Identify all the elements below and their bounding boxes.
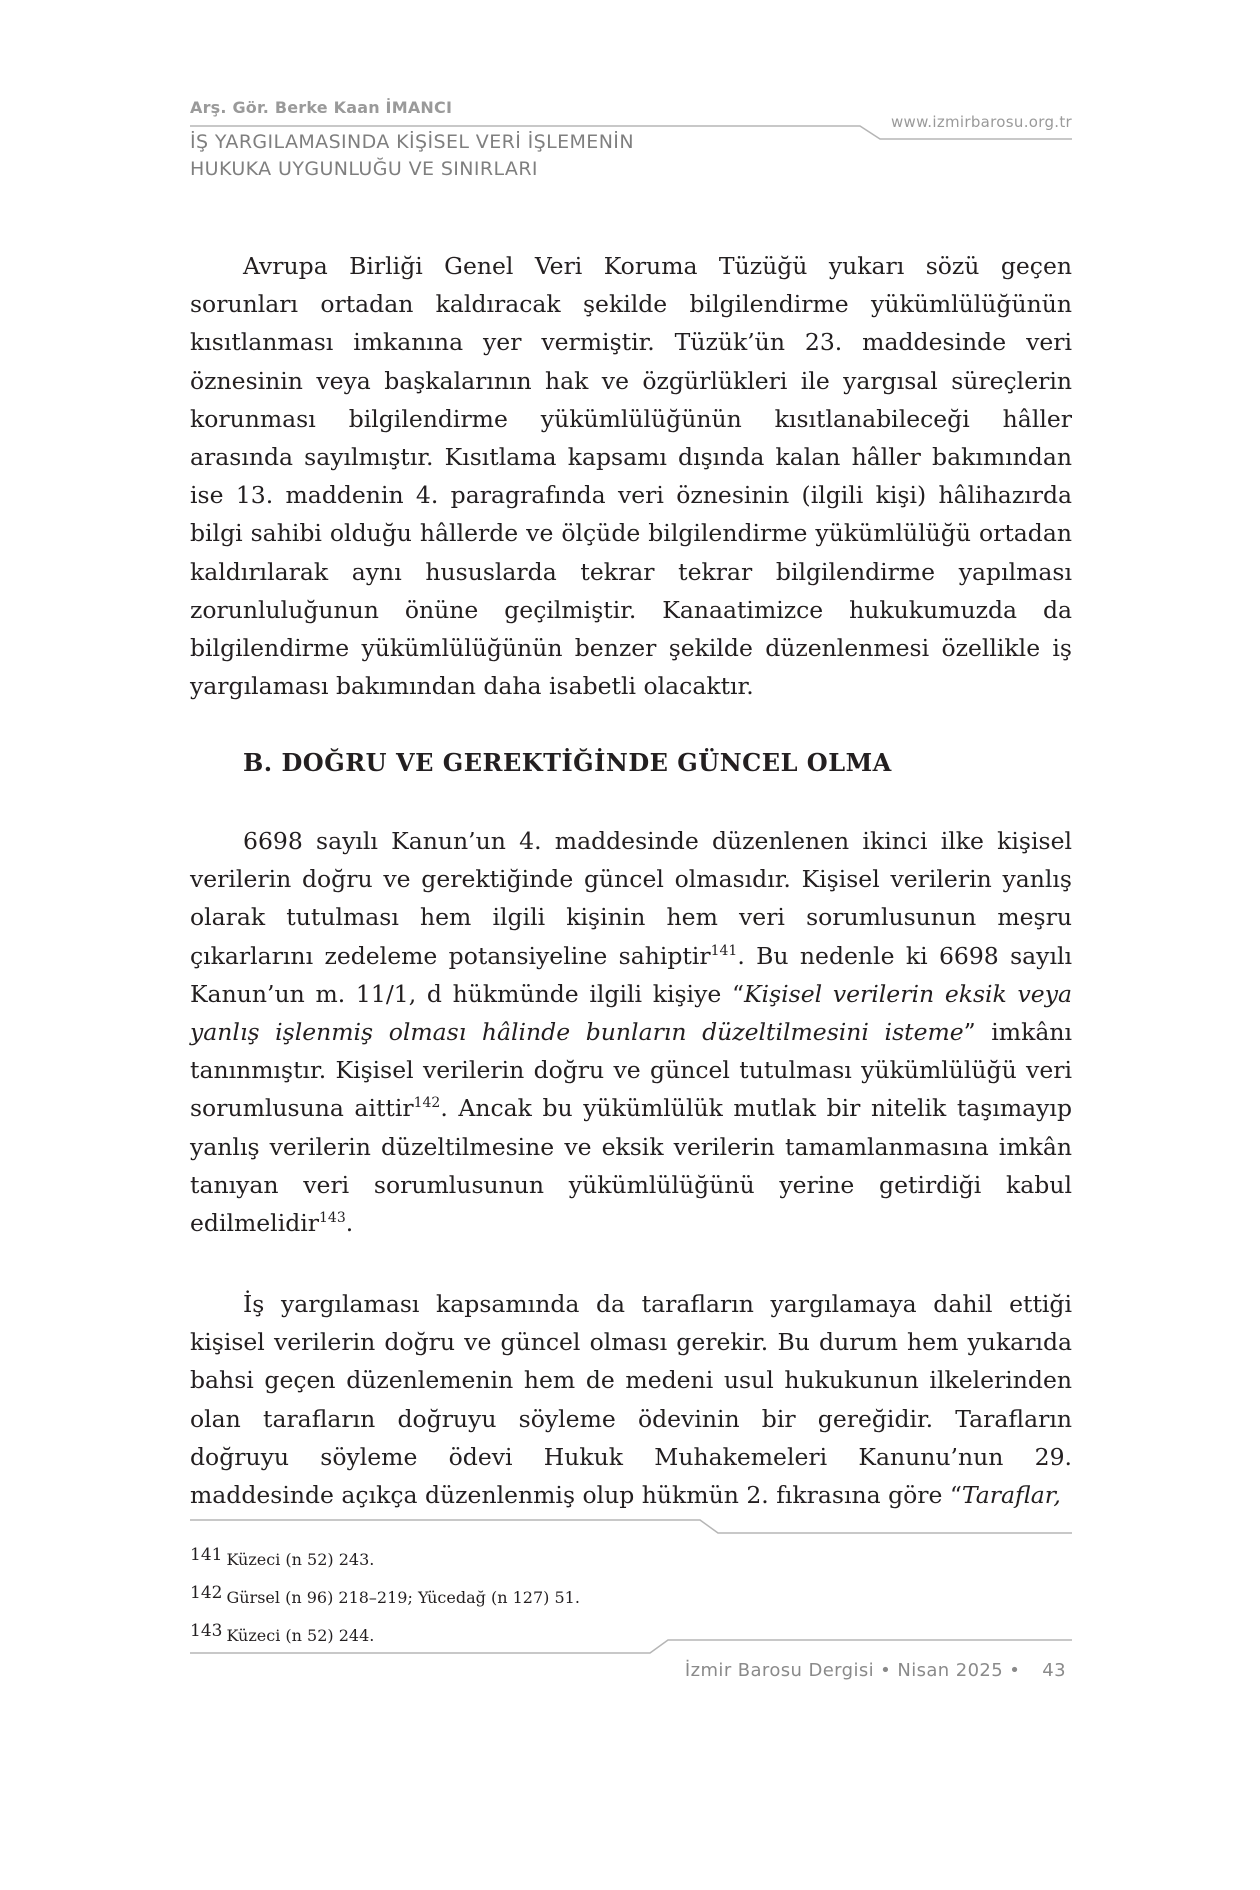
paragraph-3-quote: Taraflar, bbox=[961, 1481, 1061, 1510]
paragraph-2-text-2: . Bu nedenle ki 6698 sayılı Kanun’un m. 11/1, d hükmünde ilgili kişiye “ bbox=[190, 941, 1073, 1008]
paragraph-2-text-4: . Ancak bu yükümlülük mutlak bir nitelik taşımayıp yanlış verilerin düzeltilmesine ve eksik verilerin tamamlanmasına imkân tanıyan veri sorumlusunun yükümlülüğünü yerine getirdiği kabul edilmelidir bbox=[190, 1094, 1072, 1238]
paragraph-1: Avrupa Birliği Genel Veri Koruma Tüzüğü yukarı sözü geçen sorunları ortadan kaldıracak şekilde bilgilendirme yükümlülüğünün kısıtlanması imkanına yer vermiştir. Tüzük’ün 23. maddesinde veri öznesinin veya başkalarının hak ve özgürlükleri ile yargısal süreçlerin korunması bilgilendirme yükümlülüğünün kısıtlanabileceği hâller arasında sayılmıştır. Kısıtlama kapsamı dışında kalan hâller bakımından ise 13. maddenin 4. paragrafında veri öznesinin (ilgili kişi) hâlihazırda bilgi sahibi olduğu hâllerde ve ölçüde bilgilendirme yükümlülüğü ortadan kaldırılarak aynı hususlarda tekrar tekrar bilgilendirme yapılması zorunluluğunun önüne geçilmiştir. Kanaatimizce hukukumuzda da bilgilendirme yükümlülüğünün benzer şekilde düzenlenmesi özellikle iş yargılaması bakımından daha isabetli olacaktır. bbox=[190, 252, 1072, 701]
header-website: www.izmirbarosu.org.tr bbox=[890, 113, 1072, 131]
footnote-141 bbox=[190, 1545, 374, 1569]
paragraph-2-text-3: ” imkânı tanınmıştır. Kişisel verilerin doğru ve güncel tutulması yükümlülüğü veri sorumlusuna aittir bbox=[190, 1018, 1072, 1123]
header-author: Arş. Gör. Berke Kaan İMANCI bbox=[190, 98, 453, 117]
footer-divider bbox=[0, 1630, 1260, 1690]
page-number: 43 bbox=[1042, 1660, 1066, 1681]
header-divider bbox=[0, 0, 1260, 200]
footnote-divider bbox=[0, 1500, 1260, 1540]
footnote-number: 142 bbox=[190, 1583, 223, 1603]
footnote-ref-141: 141 bbox=[710, 942, 738, 959]
paragraph-3-text: İş yargılaması kapsamında da tarafların yargılamaya dahil ettiği kişisel verilerin doğru ve güncel olması gerekir. Bu durum hem yukarıda bahsi geçen düzenlemenin hem de medeni usul hukukunun ilkelerinden olan tarafların doğruyu söyleme ödevinin bir gereğidir. Tarafların doğruyu söyleme ödevi Hukuk Muhakemeleri Kanunu’nun 29. maddesinde açıkça düzenlenmiş olup hükmün 2. fıkrasına göre “ bbox=[190, 1290, 1072, 1510]
footer-journal: İzmir Barosu Dergisi • Nisan 2025 • bbox=[684, 1660, 1021, 1681]
paragraph-2-text-5: . bbox=[345, 1209, 354, 1238]
page-footer bbox=[685, 1660, 1066, 1681]
footnote-ref-142: 142 bbox=[413, 1095, 441, 1112]
paragraph-2-quote: Kişisel verilerin eksik veya yanlış işlenmiş olması hâlinde bunların düzeltilmesini isteme bbox=[190, 979, 1072, 1047]
footnote-text: Gürsel (n 96) 218–219; Yücedağ (n 127) 51. bbox=[226, 1588, 580, 1607]
footnote-text: Küzeci (n 52) 244. bbox=[226, 1626, 375, 1645]
footnote-number: 141 bbox=[190, 1545, 223, 1565]
footnote-text: Küzeci (n 52) 243. bbox=[226, 1550, 375, 1569]
footnote-142 bbox=[190, 1583, 580, 1607]
header-title-line-2: HUKUKA UYGUNLUĞU VE SINIRLARI bbox=[190, 158, 538, 180]
header-title-line-1: İŞ YARGILAMASINDA KİŞİSEL VERİ İŞLEMENİN bbox=[190, 131, 634, 153]
paragraph-2 bbox=[190, 822, 1072, 1242]
footnote-ref-143: 143 bbox=[319, 1210, 346, 1227]
section-heading: B. DOĞRU VE GEREKTİĞİNDE GÜNCEL OLMA bbox=[243, 748, 892, 777]
paragraph-2-text-1: 6698 sayılı Kanun’un 4. maddesinde düzenlenen ikinci ilke kişisel verilerin doğru ve gerektiğinde güncel olmasıdır. Kişisel verilerin yanlış olarak tutulması hem ilgili kişinin hem veri sorumlusunun meşru çıkarlarını zedeleme potansiyeline sahiptir bbox=[190, 827, 1072, 970]
footnote-number: 143 bbox=[190, 1621, 223, 1641]
paragraph-3 bbox=[190, 1285, 1072, 1514]
